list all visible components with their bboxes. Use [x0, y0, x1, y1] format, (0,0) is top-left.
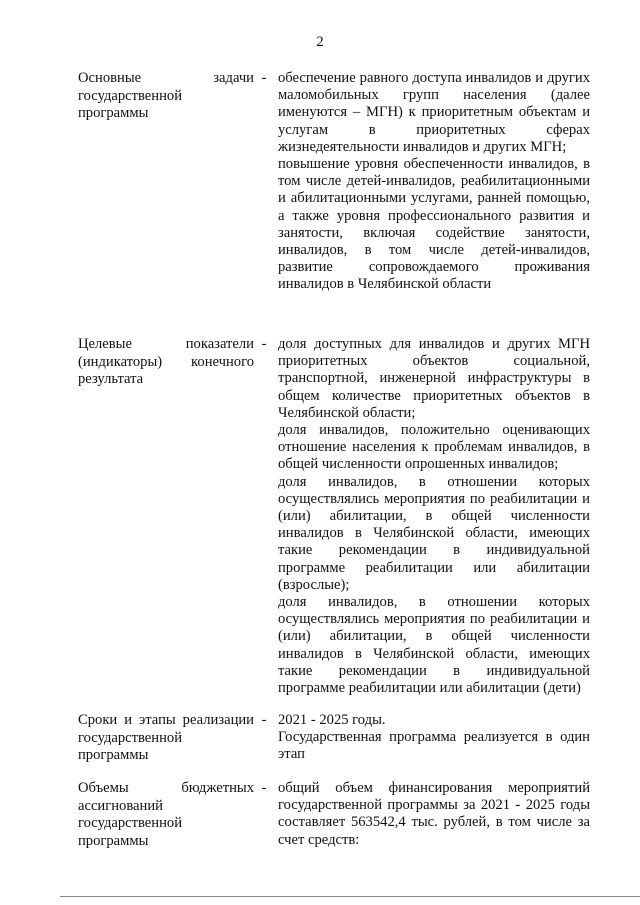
row-label: Основные задачи государственной программы: [78, 70, 254, 122]
row-dash: -: [261, 780, 267, 796]
content-paragraph: обеспечение равного доступа инвалидов и других маломобильных групп населения (далее именуются – МГН) к приоритетным объектам и услугам в приоритетных сферах жизнедеятельности инвалидов и других МГН;: [278, 70, 590, 155]
row-label: Целевые показатели (индикаторы) конечного результата: [78, 336, 254, 388]
content-paragraph: доля доступных для инвалидов и других МГН приоритетных объектов социальной, транспортной, инженерной инфраструктуры в общем количестве приоритетных объектов в Челябинской области;: [278, 336, 590, 421]
row-dash: -: [261, 712, 267, 728]
row-content: [278, 70, 590, 294]
content-paragraph: Государственная программа реализуется в один этап: [278, 729, 590, 763]
content-paragraph: общий объем финансирования мероприятий государственной программы за 2021 - 2025 годы составляет 563542,4 тыс. рублей, в том числе за счет средств:: [278, 780, 590, 848]
row-content: [278, 336, 590, 697]
page-bottom-rule: [60, 896, 640, 897]
content-paragraph: доля инвалидов, положительно оценивающих отношение населения к проблемам инвалидов, в общей численности опрошенных инвалидов;: [278, 422, 590, 473]
content-paragraph: доля инвалидов, в отношении которых осуществлялись мероприятия по реабилитации и (или) абилитации, в общей численности инвалидов в Челябинской области, имеющих такие рекомендации в индивидуальной программе реабилитации или абилитации (взрослые);: [278, 473, 590, 593]
row-dash: -: [261, 336, 267, 352]
row-dash: -: [261, 70, 267, 86]
row-content: [278, 712, 590, 764]
page-number: 2: [316, 34, 324, 50]
row-content: [278, 780, 590, 849]
row-label: Объемы бюджетных ассигнований государственной программы: [78, 780, 254, 849]
content-paragraph: 2021 - 2025 годы.: [278, 712, 386, 728]
row-label: Сроки и этапы реализации государственной программы: [78, 712, 254, 764]
content-paragraph: повышение уровня обеспеченности инвалидов, в том числе детей-инвалидов, реабилитационными и абилитационными услугами, ранней помощью, а также уровня профессионального развития и занятости, включая содействие занятости, инвалидов, в том числе детей-инвалидов, развитие сопровождаемого проживания инвалидов в Челябинской области: [278, 156, 590, 293]
content-paragraph: доля инвалидов, в отношении которых осуществлялись мероприятия по реабилитации и (или) абилитации, в общей численности инвалидов в Челябинской области, имеющих такие рекомендации в индивидуальной программе реабилитации или абилитации (дети): [278, 594, 590, 697]
